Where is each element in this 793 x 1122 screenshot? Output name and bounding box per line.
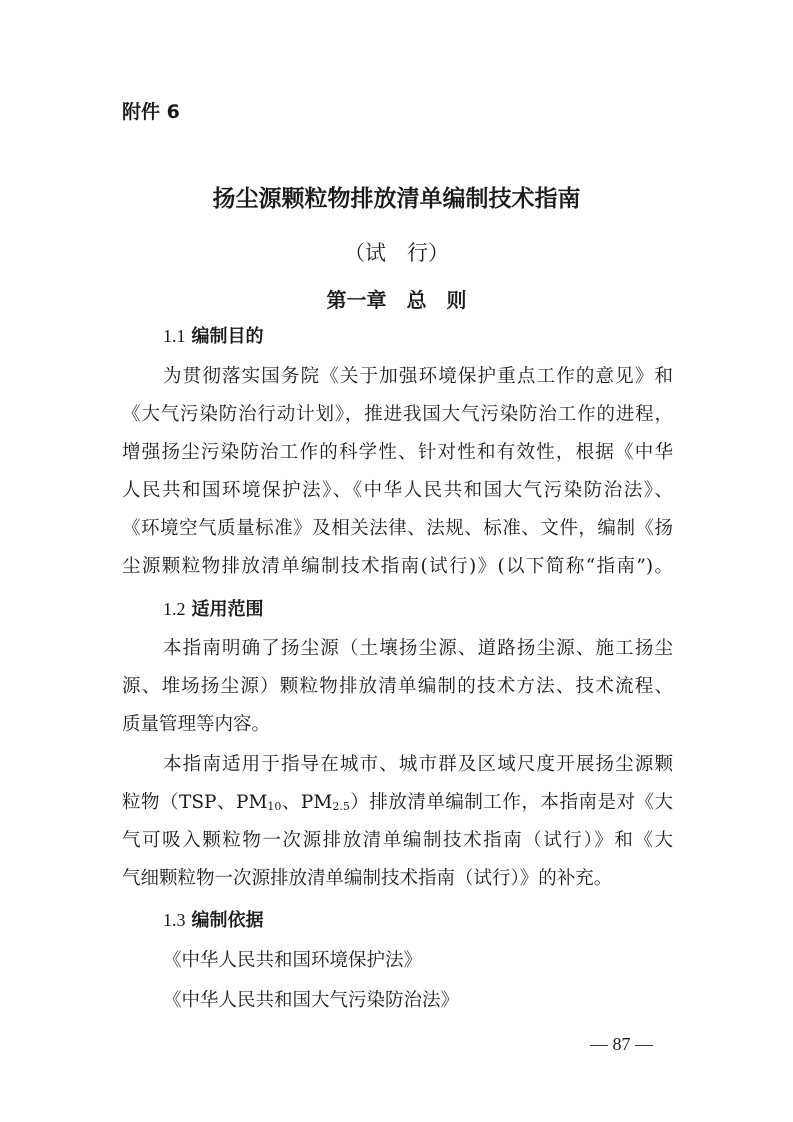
text-fragment: ）排放清单编制工作，本指南是对《大 [349, 792, 673, 813]
text-fragment: 、PM [281, 792, 333, 813]
paragraph-line [122, 788, 673, 814]
paragraph-line: 气细颗粒物一次源排放清单编制技术指南（试行）》的补充。 [122, 868, 613, 889]
paragraph-line: 质量管理等内容。 [122, 714, 271, 735]
attachment-label: 附件 6 [122, 101, 180, 123]
section-number: 1.2 [163, 599, 186, 619]
section-title: 编制目的 [191, 326, 264, 347]
page-number: — 87 — [590, 1034, 653, 1054]
paragraph-line: 源、堆场扬尘源）颗粒物排放清单编制的技术方法、技术流程、 [122, 676, 673, 697]
section-number: 1.3 [163, 910, 186, 930]
section-title: 适用范围 [191, 599, 264, 620]
paragraph-line: 尘源颗粒物排放清单编制技术指南(试行)》(以下简称“指南”)。 [122, 556, 673, 577]
document-subtitle: （试 行） [344, 241, 449, 265]
paragraph-line: 本指南明确了扬尘源（土壤扬尘源、道路扬尘源、施工扬尘 [163, 638, 673, 659]
subscript: 10 [267, 800, 282, 813]
chapter-heading: 第一章 总 则 [326, 288, 467, 312]
paragraph-line: 增强扬尘污染防治工作的科学性、针对性和有效性，根据《中华 [122, 442, 673, 463]
section-heading-1-1 [163, 322, 264, 348]
paragraph-line: 人民共和国环境保护法》、《中华人民共和国大气污染防治法》、 [122, 480, 673, 501]
text-fragment: 粒物（TSP、PM [122, 792, 268, 813]
section-number: 1.1 [163, 326, 186, 346]
section-heading-1-3 [163, 906, 264, 932]
basis-item: 《中华人民共和国环境保护法》 [163, 950, 423, 971]
subscript: 2.5 [332, 800, 350, 813]
paragraph-line: 《大气污染防治行动计划》，推进我国大气污染防治工作的进程， [122, 404, 673, 425]
paragraph-line: 《环境空气质量标准》及相关法律、法规、标准、文件，编制《扬 [122, 518, 673, 539]
document-title: 扬尘源颗粒物排放清单编制技术指南 [212, 186, 581, 212]
section-heading-1-2 [163, 595, 264, 621]
paragraph-line: 为贯彻落实国务院《关于加强环境保护重点工作的意见》和 [163, 366, 673, 387]
paragraph-line: 本指南适用于指导在城市、城市群及区域尺度开展扬尘源颗 [163, 754, 673, 775]
section-title: 编制依据 [191, 910, 264, 931]
paragraph-line: 气可吸入颗粒物一次源排放清单编制技术指南（试行）》和《大 [122, 830, 673, 851]
basis-item: 《中华人民共和国大气污染防治法》 [163, 990, 460, 1011]
